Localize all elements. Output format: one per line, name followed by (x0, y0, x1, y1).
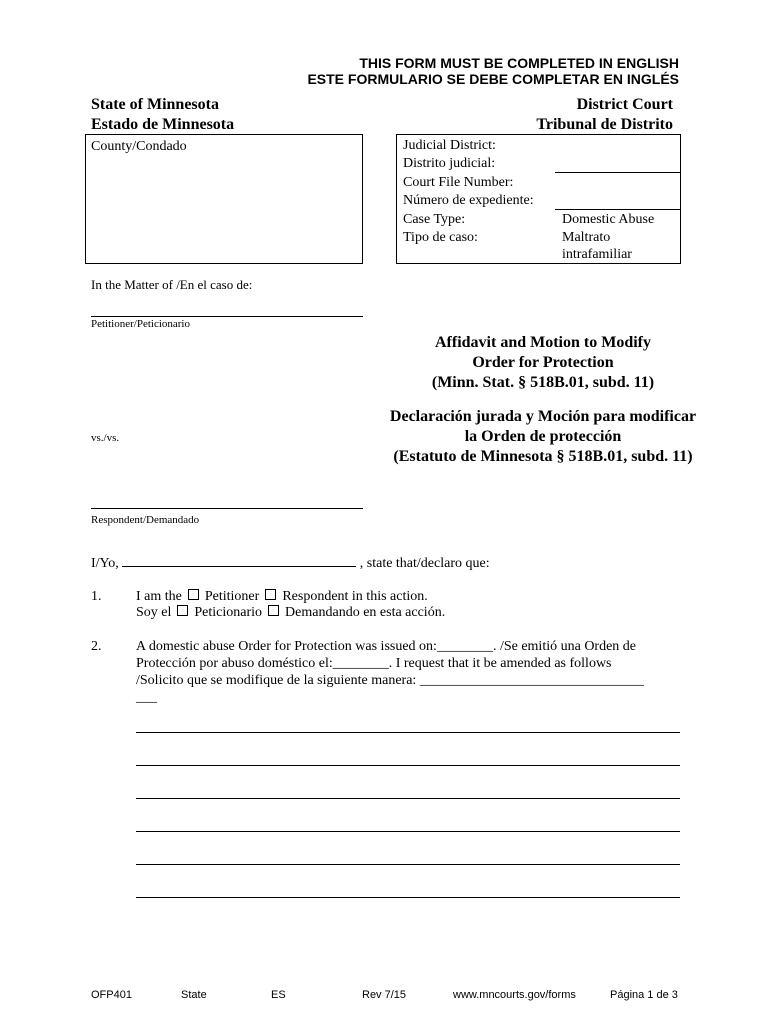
judicial-district-label-en: Judicial District: (403, 138, 496, 153)
petitioner-name-field[interactable] (91, 316, 363, 317)
title-es (350, 407, 736, 467)
judicial-district-field[interactable] (555, 172, 681, 173)
item2-line3: /Solicito que se modifique de la siguiente manera: ________________________________ (136, 673, 644, 688)
case-type-label-en: Case Type: (403, 212, 466, 227)
court-es: Tribunal de Distrito (536, 116, 673, 133)
english-notice: THIS FORM MUST BE COMPLETED IN ENGLISH (359, 55, 679, 71)
item1-es-line (136, 604, 445, 622)
county-label: County/Condado (91, 139, 187, 154)
respondent-name-field[interactable] (91, 508, 363, 509)
respondent-checkbox[interactable] (265, 589, 276, 600)
judicial-district-label-es: Distrito judicial: (403, 156, 496, 171)
state-en: State of Minnesota (91, 96, 219, 113)
title-es-line1: Declaración jurada y Moción para modificar (389, 408, 697, 425)
amendment-line-6[interactable] (136, 897, 680, 898)
amendment-line-5[interactable] (136, 864, 680, 865)
case-type-value-3: intrafamiliar (562, 247, 632, 262)
footer-form-id: OFP401 (91, 989, 132, 1001)
case-info-box (396, 134, 681, 264)
title-en (363, 333, 723, 393)
title-es-line3: (Estatuto de Minnesota § 518B.01, subd. 11) (393, 448, 693, 465)
declarant-prefix: I/Yo, (91, 556, 119, 571)
amendment-line-4[interactable] (136, 831, 680, 832)
item2-line2: Protección por abuso doméstico el:________. I request that it be amended as follows (136, 656, 612, 671)
amendment-line-2[interactable] (136, 765, 680, 766)
item1-en-opt1: Petitioner (204, 589, 260, 604)
footer-state: State (181, 989, 207, 1001)
title-en-line3: (Minn. Stat. § 518B.01, subd. 11) (431, 374, 655, 391)
title-en-line2: Order for Protection (472, 354, 614, 371)
declarant-name-field[interactable] (122, 553, 356, 567)
county-box[interactable] (85, 134, 363, 264)
item1-en-opt2: Respondent in this action. (282, 589, 428, 604)
case-type-label-es: Tipo de caso: (403, 230, 478, 245)
footer-url[interactable]: www.mncourts.gov/forms (453, 989, 576, 1001)
file-number-field[interactable] (555, 209, 681, 210)
item1-es-opt2: Demandando en esta acción. (285, 605, 446, 620)
peticionario-checkbox[interactable] (177, 605, 188, 616)
amendment-line-3[interactable] (136, 798, 680, 799)
petitioner-label: Petitioner/Peticionario (91, 318, 190, 330)
petitioner-checkbox[interactable] (188, 589, 199, 600)
vs-label: vs./vs. (91, 432, 120, 444)
title-en-line1: Affidavit and Motion to Modify (435, 334, 651, 351)
item2-line1: A domestic abuse Order for Protection was issued on:________. /Se emitió una Orden de (136, 639, 637, 654)
footer-lang: ES (271, 989, 286, 1001)
respondent-label: Respondent/Demandado (91, 514, 200, 526)
item2-text (136, 638, 644, 706)
item2-line4: ___ (136, 690, 157, 705)
amendment-line-1[interactable] (136, 732, 680, 733)
file-number-label-es: Número de expediente: (403, 193, 534, 208)
item1-es-opt1: Peticionario (194, 605, 263, 620)
state-es: Estado de Minnesota (91, 116, 235, 133)
matter-label: In the Matter of /En el caso de: (91, 277, 253, 292)
declarant-suffix: , state that/declaro que: (359, 556, 490, 571)
declarant-line (91, 553, 490, 573)
item1-en-prefix: I am the (136, 589, 182, 604)
spanish-notice: ESTE FORMULARIO SE DEBE COMPLETAR EN INGLÉS (307, 71, 679, 87)
footer-rev: Rev 7/15 (362, 989, 407, 1001)
item2-number: 2. (91, 639, 102, 654)
title-es-line2: la Orden de protección (464, 428, 622, 445)
file-number-label-en: Court File Number: (403, 175, 514, 190)
item1-es-prefix: Soy el (136, 605, 172, 620)
case-type-value-2: Maltrato (562, 230, 611, 245)
case-type-value-1: Domestic Abuse (562, 212, 655, 227)
footer-page: Página 1 de 3 (610, 989, 678, 1001)
demandando-checkbox[interactable] (268, 605, 279, 616)
item1-number: 1. (91, 589, 102, 604)
court-en: District Court (576, 96, 673, 113)
